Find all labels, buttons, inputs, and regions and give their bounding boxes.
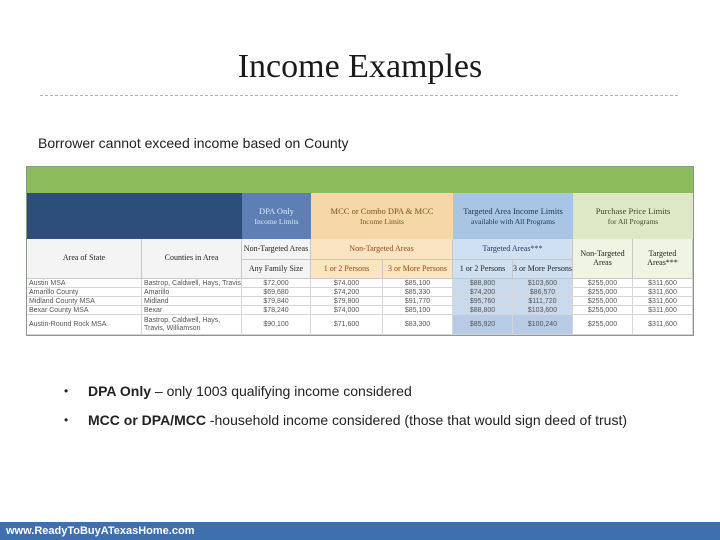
bullet-dot-icon: •	[64, 384, 69, 398]
header-targeted-line1: Targeted Area Income Limits	[463, 205, 563, 216]
table-column-headers	[27, 239, 693, 279]
table-cell-t3: $103,600	[513, 306, 573, 315]
col-any-family-size: Any Family Size	[242, 260, 311, 279]
header-dpa-only	[242, 193, 311, 239]
table-cell-pnt: $255,000	[573, 315, 633, 335]
slide-subtitle: Borrower cannot exceed income based on County	[38, 135, 349, 151]
bullet-rest: -household income considered (those that would sign deed of trust)	[205, 412, 627, 428]
table-cell-mcc12: $79,800	[311, 297, 383, 306]
col-purchase-targeted: Targeted Areas***	[633, 239, 693, 279]
table-cell-area: Midland County MSA	[27, 297, 142, 306]
table-cell-counties: Amarillo	[142, 288, 242, 297]
table-cell-dpa: $72,000	[242, 279, 311, 288]
table-cell-counties: Midland	[142, 297, 242, 306]
table-cell-pnt: $255,000	[573, 288, 633, 297]
table-cell-dpa: $78,240	[242, 306, 311, 315]
footer-link[interactable]: www.ReadyToBuyATexasHome.com	[6, 525, 195, 537]
table-cell-pnt: $255,000	[573, 297, 633, 306]
header-mcc-line2: Income Limits	[360, 216, 404, 226]
table-cell-pnt: $255,000	[573, 279, 633, 288]
table-group-header	[27, 193, 693, 239]
col-mcc-3-or-more: 3 or More Persons	[383, 260, 453, 279]
header-purchase-line2: for All Programs	[607, 216, 659, 226]
header-targeted	[453, 193, 573, 239]
col-area-of-state: Area of State	[27, 239, 142, 279]
table-cell-t3: $100,240	[513, 315, 573, 335]
header-dpa-line2: Income Limits	[254, 216, 299, 226]
table-cell-mcc12: $74,000	[311, 279, 383, 288]
slide-title: Income Examples	[237, 48, 483, 85]
col-counties-in-area: Counties in Area	[142, 239, 242, 279]
title-divider	[40, 95, 678, 96]
bullet-bold: DPA Only	[88, 383, 152, 399]
table-cell-t12: $74,200	[453, 288, 513, 297]
table-cell-pnt: $255,000	[573, 306, 633, 315]
table-cell-t12: $88,800	[453, 279, 513, 288]
table-cell-t12: $88,800	[453, 306, 513, 315]
bullet-item	[64, 382, 704, 400]
bullet-dot-icon: •	[64, 413, 69, 427]
table-cell-pt: $311,600	[633, 306, 693, 315]
table-cell-mcc12: $71,600	[311, 315, 383, 335]
header-targeted-line2: available with All Programs	[471, 216, 555, 226]
table-cell-mcc3: $83,300	[383, 315, 453, 335]
table-cell-t12: $85,920	[453, 315, 513, 335]
table-cell-counties: Bexar	[142, 306, 242, 315]
table-cell-area: Bexar County MSA	[27, 306, 142, 315]
bullet-rest: – only 1003 qualifying income considered	[151, 383, 412, 399]
header-purchase-line1: Purchase Price Limits	[595, 205, 671, 216]
table-cell-dpa: $69,680	[242, 288, 311, 297]
col-dpa-non-targeted: Non-Targeted Areas	[242, 239, 311, 260]
income-table	[26, 166, 694, 336]
table-body	[27, 279, 693, 335]
table-cell-mcc12: $74,000	[311, 306, 383, 315]
col-mcc-1-or-2: 1 or 2 Persons	[311, 260, 383, 279]
header-mcc	[311, 193, 453, 239]
bullet-text	[88, 382, 412, 400]
header-dpa-line1: DPA Only	[259, 205, 294, 216]
header-purchase	[573, 193, 693, 239]
table-top-bar	[27, 167, 693, 193]
table-cell-t3: $86,570	[513, 288, 573, 297]
col-targeted-1-or-2: 1 or 2 Persons	[453, 260, 513, 279]
table-cell-pt: $311,600	[633, 288, 693, 297]
table-cell-dpa: $79,840	[242, 297, 311, 306]
table-cell-area: Austin-Round Rock MSA	[27, 315, 142, 335]
col-targeted-areas: Targeted Areas***	[453, 239, 573, 260]
bullet-item	[64, 411, 704, 429]
header-blank	[27, 193, 242, 239]
table-cell-mcc3: $85,330	[383, 288, 453, 297]
bullet-bold: MCC or DPA/MCC	[88, 412, 206, 428]
table-cell-area: Amarillo County	[27, 288, 142, 297]
footer-bar	[0, 522, 720, 540]
table-cell-counties: Bastrop, Caldwell, Hays, Travis	[144, 279, 241, 287]
table-cell-t12: $95,760	[453, 297, 513, 306]
table-cell-mcc3: $85,100	[383, 279, 453, 288]
table-cell-dpa: $90,100	[242, 315, 311, 335]
table-cell-pt: $311,600	[633, 279, 693, 288]
table-cell-t3: $103,600	[513, 279, 573, 288]
header-mcc-line1: MCC or Combo DPA & MCC	[330, 205, 434, 216]
col-mcc-non-targeted: Non-Targeted Areas	[311, 239, 453, 260]
table-cell-mcc3: $91,770	[383, 297, 453, 306]
bullet-list	[64, 382, 704, 440]
table-cell-mcc3: $85,100	[383, 306, 453, 315]
table-cell-mcc12: $74,200	[311, 288, 383, 297]
table-cell-counties: Bastrop, Caldwell, Hays, Travis, Williamson	[142, 315, 242, 335]
bullet-text	[88, 411, 627, 429]
table-cell-t3: $111,720	[513, 297, 573, 306]
col-purchase-non-targeted: Non-Targeted Areas	[573, 239, 633, 279]
table-cell-pt: $311,600	[633, 297, 693, 306]
col-targeted-3-or-more: 3 or More Persons	[513, 260, 573, 279]
table-cell-pt: $311,600	[633, 315, 693, 335]
table-cell-area: Austin MSA	[27, 279, 142, 288]
